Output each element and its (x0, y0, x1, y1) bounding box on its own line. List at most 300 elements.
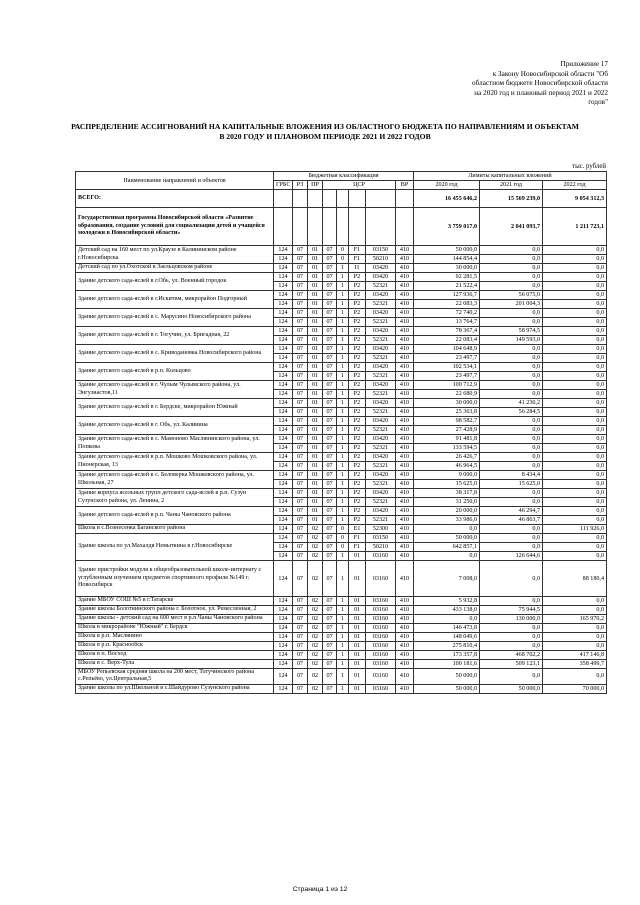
csr-1-cell: 07 (323, 471, 337, 480)
total-row (76, 190, 607, 208)
csr-2-cell: 1 (337, 684, 349, 693)
limit-2021-cell: 0,0 (480, 642, 543, 651)
csr-1-cell: 07 (323, 489, 337, 498)
header-2020: 2020 год (414, 181, 480, 190)
vr-cell: 410 (396, 543, 414, 552)
csr-1-cell: 07 (323, 651, 337, 660)
limit-2021-cell: 0,0 (480, 354, 543, 363)
vr-cell: 410 (396, 426, 414, 435)
pr-cell: 02 (308, 651, 323, 660)
limit-2022-cell: 0,0 (543, 390, 607, 399)
csr-1-cell: 07 (323, 255, 337, 264)
csr-2-cell: 1 (337, 633, 349, 642)
csr-2-cell: 1 (337, 597, 349, 606)
rz-cell: 07 (293, 363, 308, 372)
table-row (76, 327, 607, 336)
limit-2020-cell: 26 426,7 (414, 453, 480, 462)
csr-1-cell: 07 (323, 327, 337, 336)
csr-4-cell: 03420 (366, 273, 396, 282)
csr-1-cell: 07 (323, 453, 337, 462)
grbs-cell: 124 (274, 489, 293, 498)
csr-4-cell: 03150 (366, 246, 396, 255)
object-name: Здание детского сада-яслей в р.п. Кольцово (76, 363, 274, 381)
pr-cell: 02 (308, 642, 323, 651)
pr-cell: 01 (308, 372, 323, 381)
rz-cell: 07 (293, 669, 308, 685)
csr-2-cell: 1 (337, 615, 349, 624)
rz-cell: 07 (293, 372, 308, 381)
table-row (76, 660, 607, 669)
csr-2-cell: 1 (337, 327, 349, 336)
limit-2021-cell: 0,0 (480, 426, 543, 435)
pr-cell: 01 (308, 309, 323, 318)
csr-1-cell: 07 (323, 282, 337, 291)
csr-1-cell: 07 (323, 543, 337, 552)
object-name: Школа в с.Вознесенка Баганского района (76, 525, 274, 534)
pr-cell: 01 (308, 390, 323, 399)
table-row (76, 633, 607, 642)
csr-4-cell: 03420 (366, 435, 396, 444)
pr-cell: 01 (308, 354, 323, 363)
pr-cell: 01 (308, 264, 323, 273)
rz-cell: 07 (293, 489, 308, 498)
rz-cell: 07 (293, 660, 308, 669)
csr-1-cell: 07 (323, 246, 337, 255)
csr-2-cell: 1 (337, 390, 349, 399)
table-row (76, 264, 607, 273)
csr-3-cell: 01 (349, 642, 366, 651)
limit-2022-cell: 0,0 (543, 426, 607, 435)
limit-2021-cell: 0,0 (480, 435, 543, 444)
csr-3-cell: P2 (349, 300, 366, 309)
grbs-cell: 124 (274, 651, 293, 660)
csr-1-cell: 07 (323, 435, 337, 444)
csr-4-cell: 03160 (366, 561, 396, 597)
rz-cell: 07 (293, 381, 308, 390)
csr-4-cell: 52321 (366, 282, 396, 291)
vr-cell: 410 (396, 552, 414, 561)
limit-2020-cell: 27 428,9 (414, 426, 480, 435)
vr-cell: 410 (396, 453, 414, 462)
csr-3-cell: I1 (349, 264, 366, 273)
grbs-cell: 124 (274, 336, 293, 345)
vr-cell: 410 (396, 381, 414, 390)
limit-2022-cell: 88 180,4 (543, 561, 607, 597)
limit-2022-cell: 0,0 (543, 327, 607, 336)
grbs-cell: 124 (274, 561, 293, 597)
limit-2020-cell: 0,0 (414, 552, 480, 561)
csr-4-cell: 03420 (366, 363, 396, 372)
rz-cell: 07 (293, 264, 308, 273)
csr-3-cell: P2 (349, 282, 366, 291)
pr-cell: 02 (308, 561, 323, 597)
csr-2-cell: 1 (337, 642, 349, 651)
table-row (76, 624, 607, 633)
vr-cell: 410 (396, 408, 414, 417)
rz-cell: 07 (293, 282, 308, 291)
table-row (76, 381, 607, 390)
csr-3-cell: P2 (349, 426, 366, 435)
csr-3-cell: 01 (349, 660, 366, 669)
header-row-top (76, 172, 607, 181)
rz-cell: 07 (293, 453, 308, 462)
grbs-cell: 124 (274, 399, 293, 408)
csr-1-cell: 07 (323, 660, 337, 669)
csr-3-cell: P2 (349, 489, 366, 498)
vr-cell: 410 (396, 489, 414, 498)
limit-2020-cell: 148 049,6 (414, 633, 480, 642)
csr-4-cell: 52321 (366, 444, 396, 453)
limit-2022-cell: 0,0 (543, 507, 607, 516)
limit-2020-cell: 0,0 (414, 525, 480, 534)
vr-cell: 410 (396, 390, 414, 399)
object-name: Школа в п. Восход (76, 651, 274, 660)
limit-2021-cell: 0,0 (480, 363, 543, 372)
limit-2021-cell: 0,0 (480, 390, 543, 399)
csr-4-cell: 52321 (366, 480, 396, 489)
header-budget-class: Бюджетная классификация (274, 172, 414, 181)
object-name: Здание детского сада-яслей в г.Обь, ул. Военный городок (76, 273, 274, 291)
csr-3-cell: 01 (349, 561, 366, 597)
pr-cell: 01 (308, 246, 323, 255)
header-grbs: ГРБС (274, 181, 293, 190)
csr-1-cell: 07 (323, 309, 337, 318)
csr-1-cell: 07 (323, 507, 337, 516)
limit-2021-cell: 0,0 (480, 246, 543, 255)
pr-cell: 02 (308, 660, 323, 669)
vr-cell: 410 (396, 606, 414, 615)
csr-4-cell: 03420 (366, 327, 396, 336)
rz-cell: 07 (293, 525, 308, 534)
pr-cell: 01 (308, 255, 323, 264)
table-row (76, 651, 607, 660)
limit-2022-cell: 0,0 (543, 471, 607, 480)
table-row (76, 684, 607, 693)
rz-cell: 07 (293, 408, 308, 417)
limit-2021-cell: 8 434,4 (480, 471, 543, 480)
rz-cell: 07 (293, 399, 308, 408)
csr-4-cell: 03160 (366, 615, 396, 624)
limit-2021-cell: 0,0 (480, 534, 543, 543)
csr-1-cell: 07 (323, 390, 337, 399)
limit-2021-cell: 201 004,3 (480, 300, 543, 309)
program-label: Государственная программа Новосибирской области «Развитие образования, создание условий для социализации детей и учащейся молодежи в Новосибирской области» (76, 208, 274, 246)
limit-2021-cell: 0,0 (480, 345, 543, 354)
csr-4-cell: 03160 (366, 624, 396, 633)
rz-cell: 07 (293, 480, 308, 489)
object-name: Здание МБОУ СОШ №5 в г.Татарске (76, 597, 274, 606)
csr-1-cell: 07 (323, 372, 337, 381)
csr-3-cell: 01 (349, 624, 366, 633)
csr-2-cell: 1 (337, 282, 349, 291)
csr-3-cell: E1 (349, 525, 366, 534)
grbs-cell: 124 (274, 426, 293, 435)
csr-3-cell: F1 (349, 534, 366, 543)
csr-3-cell: F1 (349, 246, 366, 255)
grbs-cell: 124 (274, 246, 293, 255)
rz-cell: 07 (293, 291, 308, 300)
vr-cell: 410 (396, 471, 414, 480)
vr-cell: 410 (396, 318, 414, 327)
csr-4-cell: 52321 (366, 516, 396, 525)
vr-cell: 410 (396, 444, 414, 453)
limit-2021-cell: 0,0 (480, 453, 543, 462)
rz-cell: 07 (293, 390, 308, 399)
csr-4-cell: 52321 (366, 354, 396, 363)
appendix-line: на 2020 год и плановый период 2021 и 2022 (474, 88, 608, 97)
rz-cell: 07 (293, 462, 308, 471)
csr-3-cell: F1 (349, 255, 366, 264)
csr-2-cell: 1 (337, 507, 349, 516)
object-name: Детский сад по ул.Охотской в Заельцовском районе (76, 264, 274, 273)
header-2021: 2021 год (480, 181, 543, 190)
pr-cell: 01 (308, 498, 323, 507)
limit-2021-cell: 0,0 (480, 669, 543, 685)
table-row (76, 534, 607, 543)
table-row (76, 417, 607, 426)
grbs-cell: 124 (274, 345, 293, 354)
limit-2022-cell: 0,0 (543, 309, 607, 318)
limit-2021-cell: 56 284,5 (480, 408, 543, 417)
rz-cell: 07 (293, 318, 308, 327)
grbs-cell: 124 (274, 516, 293, 525)
csr-3-cell: P2 (349, 471, 366, 480)
limit-2021-cell: 15 625,0 (480, 480, 543, 489)
limit-2021-cell: 126 644,6 (480, 552, 543, 561)
object-name: Здание школы по ул.Махалдя Немыткина в г.Новосибирске (76, 534, 274, 561)
limit-2021-cell: 58 974,5 (480, 327, 543, 336)
csr-3-cell: P2 (349, 354, 366, 363)
csr-2-cell: 1 (337, 489, 349, 498)
csr-1-cell: 07 (323, 300, 337, 309)
header-2022: 2022 год (543, 181, 607, 190)
csr-3-cell: 01 (349, 651, 366, 660)
vr-cell: 410 (396, 525, 414, 534)
csr-2-cell: 1 (337, 345, 349, 354)
vr-cell: 410 (396, 300, 414, 309)
limit-2022-cell: 0,0 (543, 498, 607, 507)
csr-3-cell: P2 (349, 318, 366, 327)
total-2021: 15 569 239,0 (480, 190, 543, 208)
table-row (76, 525, 607, 534)
csr-2-cell: 1 (337, 480, 349, 489)
limit-2022-cell: 0,0 (543, 372, 607, 381)
limit-2022-cell: 0,0 (543, 552, 607, 561)
csr-1-cell: 07 (323, 615, 337, 624)
csr-1-cell: 07 (323, 345, 337, 354)
csr-4-cell: 03160 (366, 660, 396, 669)
table-row (76, 507, 607, 516)
limit-2020-cell: 30 000,0 (414, 264, 480, 273)
limit-2022-cell: 0,0 (543, 408, 607, 417)
csr-3-cell: P2 (349, 516, 366, 525)
vr-cell: 410 (396, 255, 414, 264)
csr-3-cell: P2 (349, 417, 366, 426)
limit-2022-cell: 0,0 (543, 543, 607, 552)
csr-3-cell: P2 (349, 453, 366, 462)
limit-2020-cell: 13 764,7 (414, 318, 480, 327)
limit-2022-cell: 0,0 (543, 516, 607, 525)
limit-2021-cell: 0,0 (480, 282, 543, 291)
limit-2021-cell: 0,0 (480, 381, 543, 390)
pr-cell: 01 (308, 381, 323, 390)
pr-cell: 02 (308, 597, 323, 606)
total-2020: 16 455 646,2 (414, 190, 480, 208)
csr-3-cell: P2 (349, 291, 366, 300)
object-name: Здание детского сада-яслей в р.п. Чаны Чановского района (76, 507, 274, 525)
grbs-cell: 124 (274, 255, 293, 264)
limit-2020-cell: 15 625,0 (414, 480, 480, 489)
limit-2020-cell: 127 936,7 (414, 291, 480, 300)
limit-2020-cell: 23 497,7 (414, 372, 480, 381)
csr-2-cell: 1 (337, 660, 349, 669)
rz-cell: 07 (293, 444, 308, 453)
vr-cell: 410 (396, 246, 414, 255)
pr-cell: 01 (308, 471, 323, 480)
limit-2022-cell: 70 000,0 (543, 684, 607, 693)
csr-3-cell: P2 (349, 309, 366, 318)
csr-1-cell: 07 (323, 408, 337, 417)
csr-2-cell: 1 (337, 273, 349, 282)
limit-2020-cell: 50 000,0 (414, 669, 480, 685)
csr-3-cell: P2 (349, 498, 366, 507)
limit-2022-cell: 0,0 (543, 633, 607, 642)
csr-2-cell: 1 (337, 264, 349, 273)
csr-4-cell: 03160 (366, 552, 396, 561)
limit-2020-cell: 9 000,0 (414, 471, 480, 480)
limit-2022-cell: 0,0 (543, 291, 607, 300)
object-name: МБОУ Репьевская средняя школа на 200 мест, Тогучинского района с.Репьёво, ул.Центральная,5 (76, 669, 274, 685)
rz-cell: 07 (293, 327, 308, 336)
vr-cell: 410 (396, 399, 414, 408)
table-row (76, 642, 607, 651)
table-body (76, 190, 607, 694)
grbs-cell: 124 (274, 462, 293, 471)
grbs-cell: 124 (274, 363, 293, 372)
rz-cell: 07 (293, 255, 308, 264)
limit-2022-cell: 0,0 (543, 417, 607, 426)
limit-2022-cell: 0,0 (543, 381, 607, 390)
table-row (76, 453, 607, 462)
vr-cell: 410 (396, 642, 414, 651)
rz-cell: 07 (293, 300, 308, 309)
grbs-cell: 124 (274, 453, 293, 462)
pr-cell: 02 (308, 624, 323, 633)
grbs-cell: 124 (274, 300, 293, 309)
rz-cell: 07 (293, 615, 308, 624)
limit-2022-cell: 0,0 (543, 255, 607, 264)
limit-2020-cell: 275 810,4 (414, 642, 480, 651)
grbs-cell: 124 (274, 444, 293, 453)
rz-cell: 07 (293, 498, 308, 507)
limit-2022-cell: 111 926,0 (543, 525, 607, 534)
csr-4-cell: 03160 (366, 606, 396, 615)
csr-1-cell: 07 (323, 444, 337, 453)
grbs-cell: 124 (274, 318, 293, 327)
limit-2021-cell: 0,0 (480, 372, 543, 381)
rz-cell: 07 (293, 633, 308, 642)
csr-4-cell: 52321 (366, 372, 396, 381)
pr-cell: 01 (308, 336, 323, 345)
pr-cell: 02 (308, 534, 323, 543)
grbs-cell: 124 (274, 273, 293, 282)
limit-2020-cell: 23 497,7 (414, 354, 480, 363)
limit-2022-cell: 0,0 (543, 435, 607, 444)
csr-4-cell: 03420 (366, 345, 396, 354)
csr-3-cell: P2 (349, 327, 366, 336)
vr-cell: 410 (396, 507, 414, 516)
table-row (76, 597, 607, 606)
csr-4-cell: 03420 (366, 309, 396, 318)
object-name: Школа в р.п. Маслянино (76, 633, 274, 642)
csr-4-cell: 03160 (366, 642, 396, 651)
csr-2-cell: 1 (337, 462, 349, 471)
csr-1-cell: 07 (323, 561, 337, 597)
csr-2-cell: 0 (337, 525, 349, 534)
limit-2020-cell: 31 250,0 (414, 498, 480, 507)
vr-cell: 410 (396, 498, 414, 507)
program-2020: 3 759 017,0 (414, 208, 480, 246)
pr-cell: 01 (308, 273, 323, 282)
csr-4-cell: 52321 (366, 390, 396, 399)
object-name: Здание школы Болотнинского района г. Болотное, ул. Ремесленная, 2 (76, 606, 274, 615)
csr-3-cell: P2 (349, 336, 366, 345)
grbs-cell: 124 (274, 327, 293, 336)
csr-2-cell: 1 (337, 426, 349, 435)
vr-cell: 410 (396, 354, 414, 363)
pr-cell: 01 (308, 489, 323, 498)
grbs-cell: 124 (274, 291, 293, 300)
pr-cell: 02 (308, 552, 323, 561)
limit-2021-cell: 0,0 (480, 264, 543, 273)
csr-4-cell: 03150 (366, 534, 396, 543)
limit-2021-cell: 46 294,7 (480, 507, 543, 516)
object-name: Здание детского сада-яслей в с. Беловерка Мошковского района, ул. Школьная, 27 (76, 471, 274, 489)
limit-2022-cell: 0,0 (543, 489, 607, 498)
csr-1-cell: 07 (323, 669, 337, 685)
limit-2020-cell: 100 181,6 (414, 660, 480, 669)
vr-cell: 410 (396, 273, 414, 282)
limit-2020-cell: 91 481,8 (414, 435, 480, 444)
csr-1-cell: 07 (323, 606, 337, 615)
grbs-cell: 124 (274, 381, 293, 390)
limit-2020-cell: 50 000,0 (414, 534, 480, 543)
csr-4-cell: 03160 (366, 669, 396, 685)
pr-cell: 02 (308, 633, 323, 642)
header-name: Наименование направлений и объектов (76, 172, 274, 190)
csr-3-cell: 01 (349, 633, 366, 642)
vr-cell: 410 (396, 462, 414, 471)
grbs-cell: 124 (274, 606, 293, 615)
csr-2-cell: 1 (337, 354, 349, 363)
limit-2020-cell: 642 857,1 (414, 543, 480, 552)
limit-2020-cell: 104 648,9 (414, 345, 480, 354)
csr-3-cell: P2 (349, 507, 366, 516)
limit-2021-cell: 0,0 (480, 624, 543, 633)
document-title: РАСПРЕДЕЛЕНИЕ АССИГНОВАНИЙ НА КАПИТАЛЬНЫЕ ВЛОЖЕНИЯ ИЗ ОБЛАСТНОГО БЮДЖЕТА ПО НАПРАВЛЕНИЯМ И ОБЪЕКТАМ В 2020 ГОДУ И ПЛАНОВОМ ПЕРИОДЕ 2021 И 2022 ГОДОВ (71, 122, 579, 141)
csr-2-cell: 1 (337, 669, 349, 685)
csr-2-cell: 1 (337, 606, 349, 615)
csr-2-cell: 1 (337, 561, 349, 597)
object-name: Здание корпуса ясельных групп детского сада-яслей в р.п. Сузун Сузунского района, ул. Ленина, 2 (76, 489, 274, 507)
vr-cell: 410 (396, 561, 414, 597)
pr-cell: 01 (308, 345, 323, 354)
csr-2-cell: 0 (337, 543, 349, 552)
csr-2-cell: 1 (337, 471, 349, 480)
csr-3-cell: 01 (349, 606, 366, 615)
vr-cell: 410 (396, 291, 414, 300)
csr-1-cell: 07 (323, 684, 337, 693)
